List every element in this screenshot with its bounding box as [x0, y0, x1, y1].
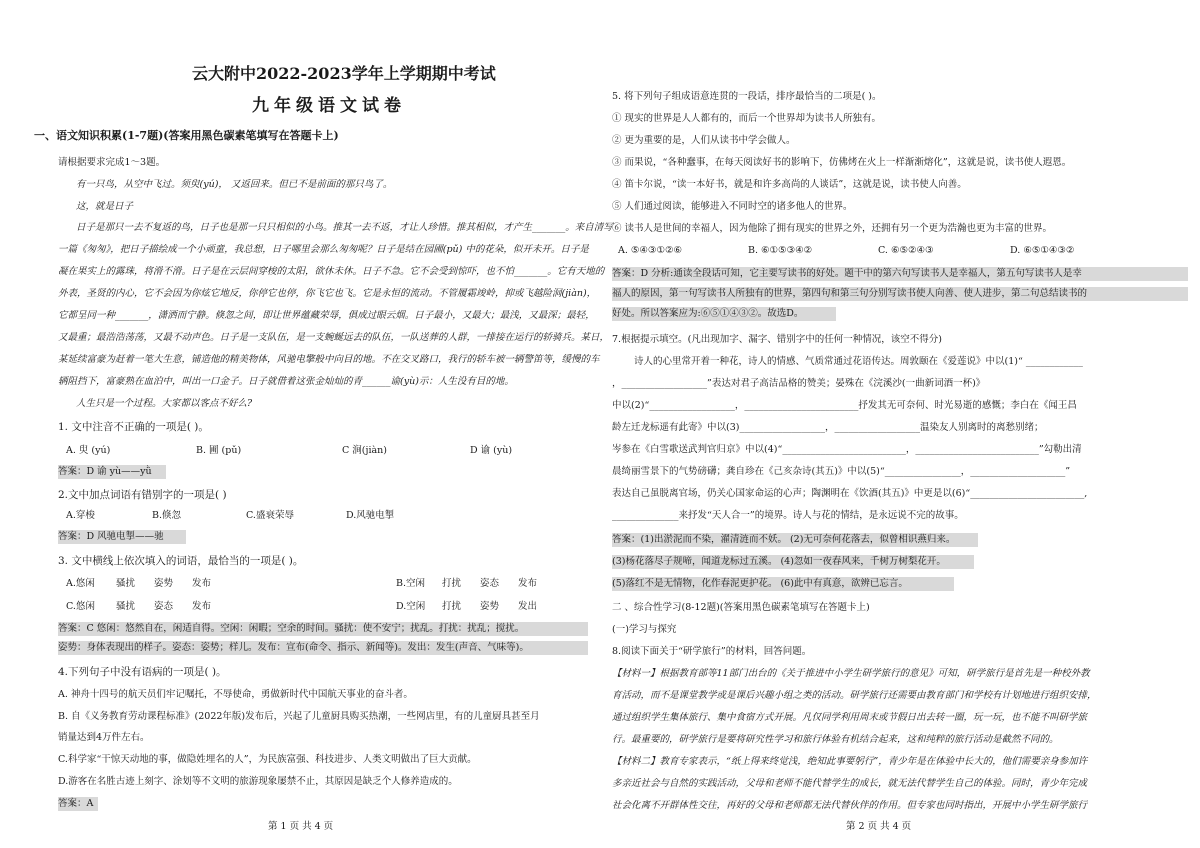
q3-option-text: 姿势 [480, 601, 500, 612]
passage-line: 凝在果实上的露珠，将滑不滑。日子是在云层间穿梭的太阳，欲休未休。日子不急。它不会受到惊吓，也不怕_______。它有天地的 [58, 266, 605, 277]
q3-option-text: 发出 [518, 601, 538, 612]
q3-option-text: 打扰 [442, 578, 462, 589]
q7-text-line: 晨绮丽雪景下的气势磅礴；龚自珍在《己亥杂诗(其五)》中以(5)“________________，____________________” [612, 466, 1071, 477]
passage-line: 日子是那只一去不复返的鸟，日子也是那一只只相似的小鸟。推其一去不返，才让人珍惜。推其相似，才产生_______。来自清写 [76, 222, 613, 233]
q5-item: ⑥ 读书人是世间的幸福人，因为他除了拥有现实的世界之外，还拥有另一个更为浩瀚也更为丰富的世界。 [612, 223, 1053, 234]
q5-option-a: A. ⑤④③①②⑥ [618, 245, 682, 256]
q2-option-a: A.穿梭 [66, 510, 95, 521]
q5-option-d: D. ⑥⑤①④③② [1010, 245, 1075, 256]
q7-text-line: 龄左迁龙标遥有此寄》中以(3)__________________，__________________温染友人别离时的离愁别绪； [612, 422, 1044, 433]
q3-option-b [396, 577, 538, 591]
q5-answer-line: 答案：D 分析:通读全段话可知，它主要写读书的好处。题干中的第六句写读书人是幸福人，第五句写读书人是幸 [612, 267, 1188, 281]
q4-answer: 答案：A [58, 797, 98, 811]
q3-answer-line-2: 姿势：身体表现出的样子。姿态：姿势；样儿。发布：宣布(命令、指示、新闻等)。发出：发生(声音、气味等)。 [58, 641, 588, 655]
question-7-stem: 7.根据提示填空。(凡出现加字、漏字、错别字中的任何一种情况，该空不得分) [612, 334, 942, 345]
passage-line: 又最重；最浩浩荡荡，又最不动声色。日子是一支队伍，是一支蜿蜒远去的队伍，一队送葬的人群，一排接在运行的轿骑兵。某日， [58, 332, 610, 343]
q5-answer-line: 好处。所以答案应为:⑥⑤①④③②。故选D。 [612, 307, 836, 321]
q2-option-c: C.盛衰荣辱 [246, 510, 294, 521]
question-3-stem: 3. 文中横线上依次填入的词语，最恰当的一项是( )。 [58, 555, 304, 567]
q7-answer-line: 答案：(1)出淤泥而不染，濯清涟而不妖。 (2)无可奈何花落去，似曾相识燕归来。 [612, 533, 978, 547]
q5-option-b: B. ⑥①⑤③④② [748, 245, 813, 256]
q3-option-text: 发布 [192, 601, 212, 612]
material-1-line: 通过组织学生集体旅行、集中食宿方式开展。凡仅同学利用周末或节假日出去转一圈，玩一玩，也不能不叫研学旅 [612, 712, 1088, 723]
instruction: 请根据要求完成1～3题。 [58, 157, 166, 168]
q3-option-text: 姿态 [154, 601, 174, 612]
q7-answer-line: (5)落红不是无情物，化作春泥更护花。 (6)此中有真意，欲辨已忘言。 [612, 577, 954, 591]
q3-option-text: 打扰 [442, 601, 462, 612]
q1-option-c: C 涧(jiàn) [342, 445, 387, 456]
q3-option-text: 姿态 [480, 578, 500, 589]
page-footer: 第 2 页 共 4 页 [846, 821, 912, 832]
q7-text-line: ，__________________”表达对君子高洁品格的赞美；晏殊在《浣溪沙(一曲新词酒一杯)》 [612, 378, 986, 389]
passage-line: 某延续富豪为赶着一笔大生意，铺造他的精美物体，风驰电擎般中向目的地。不在交叉路口，我行的轿车被一辆警笛等，缓慢的车 [58, 354, 600, 365]
q7-text-line: ______________来抒发“天人合一”的境界。诗人与花的情结，是永远说不完的故事。 [612, 510, 964, 521]
q3-option-text: 骚扰 [116, 601, 136, 612]
subsection-heading: (一)学习与探究 [612, 624, 677, 635]
question-1-stem: 1. 文中注音不正确的一项是( )。 [58, 421, 209, 433]
q1-option-d: D 谕 (yù) [470, 445, 513, 456]
q1-option-a: A. 臾 (yú) [66, 445, 111, 456]
q2-option-b: B.倏忽 [152, 510, 182, 521]
q4-option-b-cont: 销量达到4万件左右。 [58, 732, 150, 743]
question-8-stem: 8.阅读下面关于“研学旅行”的材料，回答问题。 [612, 646, 812, 657]
q5-option-c: C. ⑥⑤②④③ [878, 245, 934, 256]
q5-item: ② 更为重要的是，人们从读书中学会做人。 [612, 135, 796, 146]
q3-option-text: 姿势 [154, 578, 174, 589]
q4-option-c: C.科学家“干惊天动地的事，做隐姓埋名的人”，为民族富强、科技进步、人类文明做出了巨大贡献。 [58, 754, 477, 765]
exam-page-2 [600, 0, 1200, 848]
q3-option-a [66, 577, 212, 591]
q7-text-line: 表达自己虽脱离官场，仍关心国家命运的心声；陶渊明在《饮酒(其五)》中更是以(6)“________________________, [612, 488, 1088, 499]
material-1-line: 【材料一】根据教育部等11部门出台的《关于推进中小学生研学旅行的意见》可知，研学旅行是首先是一种校外教 [612, 668, 1090, 679]
exam-title: 云大附中2022-2023学年上学期期中考试 [192, 64, 496, 83]
q7-text-line: 岑参在《白雪歌送武判官归京》中以(4)“__________________________，__________________________”勾勒出清 [612, 444, 1082, 455]
q3-option-text: A.悠闲 [66, 578, 95, 589]
q5-item: ④ 笛卡尔说，“读一本好书，就是和许多高尚的人谈话”，这就是说，读书使人向善。 [612, 179, 967, 190]
question-2-stem: 2.文中加点词语有错别字的一项是( ) [58, 489, 227, 501]
material-2-line: 社会化离不开群体性交往，再好的父母和老师都无法代替伙伴的作用。但专家也同时指出，开展中小学生研学旅行 [612, 800, 1088, 811]
q3-option-text: D.空闲 [396, 601, 426, 612]
q2-option-d: D.风驰电掣 [346, 510, 395, 521]
passage-line: 有一只鸟，从空中飞过。须臾(yú)， 又返回来。但已不是前面的那只鸟了。 [76, 179, 393, 190]
q7-answer-line: (3)杨花落尽子规啼，闻道龙标过五溪。 (4)忽如一夜春风来，千树万树梨花开。 [612, 555, 974, 569]
section-heading-1: 一、语文知识积累(1-7题)(答案用黑色碳素笔填写在答题卡上) [34, 129, 339, 142]
q2-answer: 答案：D 风驰电掣——驰 [58, 530, 186, 544]
q7-text-line: 中以(2)“__________________，________________________抒发其无可奈何、时光易逝的感慨；李白在《闻王昌 [612, 400, 1077, 411]
q3-option-c [66, 600, 236, 614]
material-2-line: 多亲近社会与自然的实践活动，父母和老师不能代替学生的成长，就无法代替学生自己的体验。同时，青少年完成 [612, 778, 1088, 789]
q4-option-b: B. 自《义务教育劳动课程标准》(2022年版)发布后，兴起了儿童厨具购买热潮，一些网店里，有的儿童厨具甚至月 [58, 711, 540, 722]
q3-option-d [396, 600, 566, 614]
question-5-stem: 5. 将下列句子组成语意连贯的一段话，排序最恰当的二项是( )。 [612, 91, 882, 102]
q3-option-text: B.空闲 [396, 578, 426, 589]
q3-option-text: 发布 [192, 578, 212, 589]
q5-item: ⑤ 人们通过阅读，能够进入不同时空的诸多他人的世界。 [612, 201, 853, 212]
q7-text-line: 诗人的心里常开着一种花，诗人的情感、气质常通过花语传达。周敦颐在《爱莲说》中以(1)“ ____________ [634, 356, 1083, 367]
q3-option-text: 骚扰 [116, 578, 136, 589]
page-footer: 第 1 页 共 4 页 [268, 821, 334, 832]
material-2-line: 【材料二】教育专家表示，“纸上得来终觉浅，绝知此事要躬行”，青少年是在体验中长大的，他们需要亲身参加许 [612, 756, 1088, 767]
material-1-line: 行。最重要的，研学旅行是要将研究性学习和旅行体验有机结合起来，这和纯粹的旅行活动是截然不同的。 [612, 734, 1059, 745]
passage-line: 外表，圣贤的内心，它不会因为你炫它地反，你停它也停，你飞它也飞。它是永恒的流动。不管履霜竣岭，抑或飞越险洞(jiàn)， [58, 288, 597, 299]
q4-option-a: A. 神舟十四号的航天员们牢记嘱托，不辱使命，勇做新时代中国航天事业的奋斗者。 [58, 689, 413, 700]
q1-answer: 答案：D 谕 yù——yǜ [58, 465, 166, 479]
q5-item: ① 现实的世界是人人都有的，而后一个世界却为读书人所独有。 [612, 113, 882, 124]
material-1-line: 育活动，而不是课堂教学或是课后兴趣小组之类的活动。研学旅行还需要由教育部门和学校有计划地进行组织安排， [612, 690, 1097, 701]
q5-item: ③ 而果说，“各种蠢事，在每天阅读好书的影响下，仿佛烤在火上一样渐渐熔化”，这就是说，读书使人遐恩。 [612, 157, 1072, 168]
section-heading-2: 二 、综合性学习(8-12题)(答案用黑色碳素笔填写在答题卡上) [612, 602, 870, 613]
passage-line: 这，就是日子 [76, 201, 134, 212]
passage-line: 人生只是一个过程。大家都以客点不好么? [76, 398, 253, 409]
exam-subtitle: 九年级语文试卷 [252, 96, 406, 116]
q1-option-b: B. 圃 (pǔ) [196, 445, 242, 456]
q3-option-text: C.悠闲 [66, 601, 95, 612]
q3-answer-line-1: 答案：C 悠闲：悠然自在，闲适自得。空闲：闲暇；空余的时间。骚扰：使不安宁；扰乱。打扰：扰乱；搅扰。 [58, 622, 588, 636]
q4-option-d: D.游客在名胜古迹上刻字、涂划等不文明的旅游现象屡禁不止，其原因是缺乏个人修养造成的。 [58, 776, 458, 787]
question-4-stem: 4.下列句子中没有语病的一项是( )。 [58, 666, 227, 678]
q3-option-text: 发布 [518, 578, 538, 589]
passage-line: 它都呈同一种_______，潇洒而宁静。倏忽之间，即让世界蕴藏荣辱，俱成过眼云烟。日子最小，又最大；最浅，又最深；最轻， [58, 310, 595, 321]
q5-answer-line: 福人的原因，第一句写读书人所独有的世界，第四句和第三句分别写读书使人向善、使人进步，第二句总结读书的 [612, 287, 1188, 301]
passage-line: 辆阻挡下，富豪熟在血泊中，叫出一口金子。日子就借着这张金灿灿的青______谕(yù)示：人生没有目的地。 [58, 376, 514, 387]
passage-line: 一篇《匆匆》，把日子描绘成一个小顽童，我总想，日子哪里会那么匆匆呢？日子是结在园圃(pǔ) 中的花朵，似开未开。日子是 [58, 244, 589, 255]
